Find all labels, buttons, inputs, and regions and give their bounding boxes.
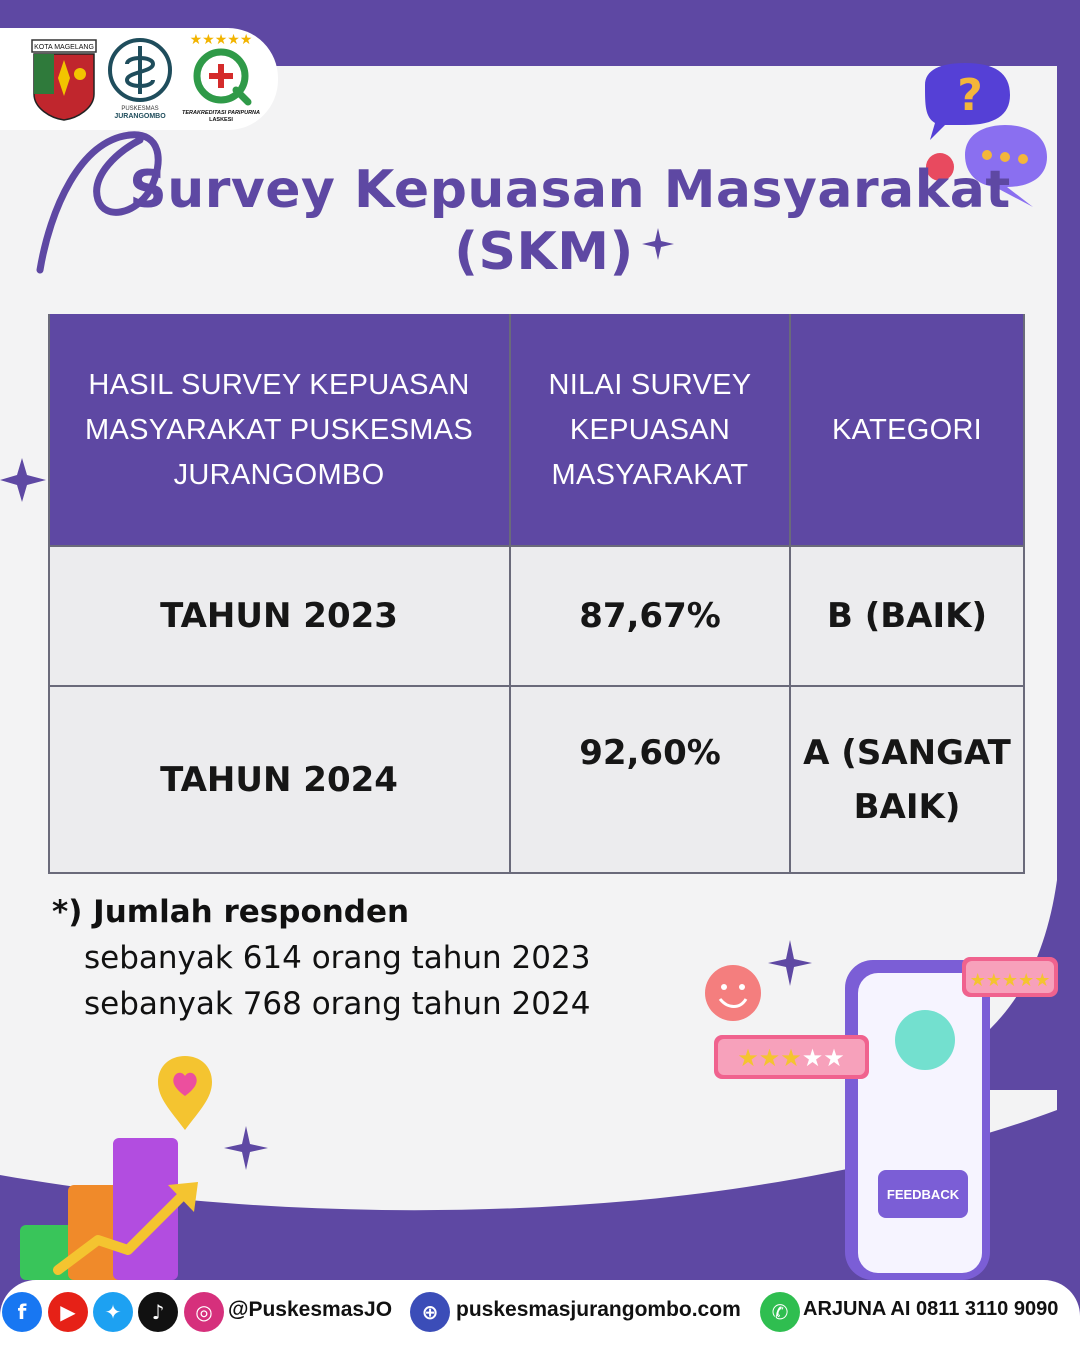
star-rating-icon: ★★★★★ — [969, 970, 1051, 991]
svg-text:?: ? — [957, 70, 983, 121]
tiktok-icon[interactable]: ♪ — [138, 1292, 178, 1332]
svg-text:PUSKESMAS: PUSKESMAS — [121, 106, 159, 112]
table-cell-year: TAHUN 2024 — [48, 686, 510, 874]
table-cell-category: B (BAIK) — [790, 546, 1024, 686]
whatsapp-contact[interactable]: ARJUNA AI 0811 3110 9090 — [803, 1298, 1059, 1320]
sparkle-icon — [640, 226, 676, 262]
heart-pin-icon — [150, 1050, 220, 1134]
table-cell-value: 92,60% — [510, 686, 790, 874]
svg-text:★★★★★: ★★★★★ — [189, 32, 253, 48]
svg-text:FEEDBACK: FEEDBACK — [886, 1187, 960, 1202]
page-title-line1: Survey Kepuasan Masyarakat — [129, 160, 1011, 220]
website-link[interactable]: puskesmasjurangombo.com — [456, 1298, 741, 1321]
svg-text:JURANGOMBO: JURANGOMBO — [114, 113, 166, 120]
sparkle-icon — [222, 1124, 270, 1172]
svg-text:TERAKREDITASI PARIPURNA: TERAKREDITASI PARIPURNA — [181, 110, 261, 116]
social-handle[interactable]: @PuskesmasJO — [228, 1298, 393, 1321]
respondent-note-line: sebanyak 614 orang tahun 2023 — [84, 940, 591, 976]
table-cell-category: A (SANGAT BAIK) — [790, 686, 1024, 874]
kota-magelang-logo — [30, 38, 98, 122]
puskesmas-jurangombo-logo — [105, 36, 175, 122]
page-title-line2: (SKM) — [454, 222, 634, 282]
table-cell-value: 87,67% — [510, 546, 790, 686]
globe-icon: ⊕ — [410, 1292, 450, 1332]
youtube-icon[interactable]: ▶ — [48, 1292, 88, 1332]
table-header-cell: NILAI SURVEY KEPUASAN MASYARAKAT — [510, 314, 790, 546]
respondent-note-title: *) Jumlah responden — [52, 894, 410, 930]
results-table — [48, 314, 1024, 874]
bar-chart-icon — [18, 1130, 218, 1280]
feedback-phone-illustration — [700, 935, 1065, 1280]
instagram-icon[interactable]: ◎ — [184, 1292, 224, 1332]
table-header-cell: HASIL SURVEY KEPUASAN MASYARAKAT PUSKESMAS JURANGOMBO — [48, 314, 510, 546]
laskesi-accreditation-logo — [178, 30, 264, 124]
star-rating-icon: ★★★★★ — [737, 1044, 845, 1072]
table-header-cell: KATEGORI — [790, 314, 1024, 546]
table-cell-year: TAHUN 2023 — [48, 546, 510, 686]
svg-text:KOTA MAGELANG: KOTA MAGELANG — [34, 44, 94, 51]
facebook-icon[interactable]: f — [2, 1292, 42, 1332]
twitter-icon[interactable]: ✦ — [93, 1292, 133, 1332]
respondent-note-line: sebanyak 768 orang tahun 2024 — [84, 986, 591, 1022]
sparkle-icon — [0, 456, 48, 504]
whatsapp-icon: ✆ — [760, 1292, 800, 1332]
svg-text:LASKESI: LASKESI — [209, 117, 233, 123]
